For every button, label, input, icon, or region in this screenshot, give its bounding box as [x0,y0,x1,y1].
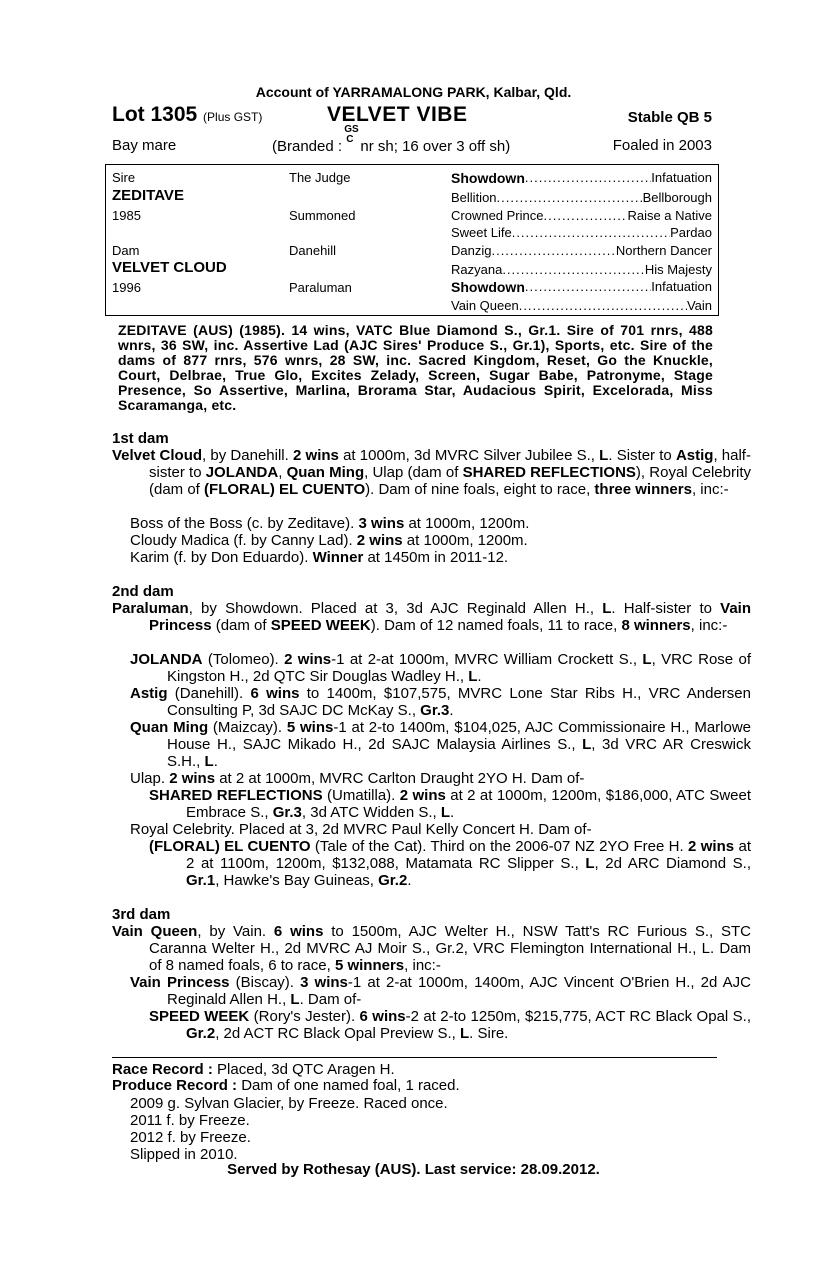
horse: Astig [675,447,714,464]
text: . Sister to [608,447,676,464]
wins: 6 wins [250,685,300,702]
grade: L [585,855,595,872]
text: . [477,668,482,685]
grade: L [204,753,214,770]
grade: L [582,736,592,753]
horse: Quan Ming [286,464,365,481]
text: , by Danehill. [202,447,293,464]
race-record-label: Race Record : [112,1061,213,1078]
text: , inc:- [404,957,441,974]
grade: Gr.2 [378,872,408,889]
progeny-shared-reflections [149,787,751,821]
text: (Umatilla). [322,787,400,804]
text: (dam of [211,617,271,634]
grade: Gr.3 [272,804,302,821]
plus-gst: (Plus GST) [203,110,263,124]
text: ). Dam of nine foals, eight to race, [365,481,595,498]
wins: 3 wins [300,974,348,991]
ped-row [451,279,712,295]
text: to 1500m, AJC Welter H., NSW Tatt's RC Furious S., STC Caranna Welter H., 2d MVRC AJ Moir S., Gr.2, VRC Flemington International H., L. Dam of 8 named foals, 6 to race, [149,923,752,974]
text: (Danehill). [167,685,251,702]
dot-leader [491,243,615,258]
sire-year: 1985 [112,208,141,223]
ped-left: Danzig [451,243,492,258]
text: ). Dam of 12 named foals, 11 to race, [370,617,622,634]
text: . Dam of- [299,991,362,1008]
text: -1 at 2-at 1000m, 1400m, AJC Vincent O'Brien H., 2d AJC Reginald Allen H., [167,974,751,1008]
ped-left: Sweet Life [451,225,512,240]
grade: Gr.3 [420,702,450,719]
dot-leader [519,298,687,313]
wins: 2 wins [293,447,339,464]
foal-line [130,515,529,532]
produce-item: 2012 f. by Freeze. [130,1129,251,1146]
text: , Hawke's Bay Guineas, [215,872,379,889]
dam-name: VELVET CLOUD [112,259,227,276]
produce-record [112,1077,460,1094]
ped-left: Crowned Prince [451,208,544,223]
progeny-quan-ming [130,719,751,770]
third-dam-heading: 3rd dam [112,906,171,923]
dot-leader [525,279,651,295]
divider [112,1057,717,1058]
text: , [278,464,287,481]
text: , VRC Rose of Kingston H., 2d QTC Sir Douglas Wadley H., [167,651,751,685]
text: . [450,804,455,821]
horse: SPEED WEEK [149,1008,250,1025]
text: at 1000m, 3d MVRC Silver Jubilee S., [338,447,600,464]
dot-leader [512,225,670,240]
text: , 3d VRC AR Creswick S.H., [167,736,751,770]
text: , by Vain. [197,923,274,940]
wins: Winner [312,549,364,566]
dot-leader [502,262,645,277]
brand-prefix: (Branded : [272,138,343,155]
text: -2 at 2-to 1250m, $215,775, ACT RC Black Opal S., [405,1008,751,1025]
dot-leader [544,208,628,223]
produce-record-label: Produce Record : [112,1077,238,1094]
grade: Gr.2 [186,1025,216,1042]
ped-row [451,298,712,313]
text: . Sire. [469,1025,509,1042]
ped-row [451,208,712,223]
brand-mark [344,124,359,151]
winners: 8 winners [621,617,691,634]
ped-right: Vain [686,298,712,313]
winners: 5 winners [334,957,405,974]
text: at 1000m, 1200m. [402,532,528,549]
text: Cloudy Madica (f. by Canny Lad). [130,532,357,549]
text: at 2 at 1000m, 1200m, $186,000, ATC Sweet Embrace S., [186,787,752,821]
text: . Half-sister to [611,600,721,617]
text: at 1450m in 2011-12. [363,549,509,566]
second-dam-paragraph [112,600,751,634]
ped-left: Vain Queen [451,298,519,313]
horse: JOLANDA [130,651,203,668]
wins: 2 wins [284,651,332,668]
progeny-jolanda [130,651,751,685]
ped-left: Showdown [451,170,525,186]
sire-dam: Summoned [289,208,356,223]
lot-number [112,103,262,127]
dam-name: Vain Queen [112,923,198,940]
ped-right: Infatuation [651,170,712,185]
grade: L [468,668,478,685]
text: Ulap. [130,770,170,787]
horse: SPEED WEEK [270,617,371,634]
progeny-royal-celebrity: Royal Celebrity. Placed at 3, 2d MVRC Paul Kelly Concert H. Dam of- [130,821,592,838]
text: -1 at 2-to 1400m, $104,025, AJC Commissionaire H., Marlowe House H., SAJC Mikado H., 2d SAJC Malaysia Airlines S., [167,719,752,753]
brand-top: GS [344,124,359,135]
text: , inc:- [690,617,728,634]
first-dam-heading: 1st dam [112,430,169,447]
stable-code: Stable QB 5 [627,109,712,126]
text: , 2d ACT RC Black Opal Preview S., [215,1025,460,1042]
horse: JOLANDA [205,464,279,481]
grade: Gr.1 [186,872,216,889]
ped-left: Razyana [451,262,503,277]
text: , by Showdown. Placed at 3, 3d AJC Reginald Allen H., [188,600,603,617]
ped-right: Pardao [670,225,712,240]
dam-sire: Danehill [289,243,336,258]
grade: L [460,1025,470,1042]
text: to 1400m, $107,575, MVRC Lone Star Ribs H., VRC Andersen Consulting P, 3d SAJC DC McKay S., [167,685,751,719]
text: , Ulap (dam of [364,464,463,481]
grade: L [290,991,300,1008]
dam-name: Paraluman [112,600,189,617]
brand-info [272,124,511,155]
grade: L [599,447,609,464]
horse: (FLORAL) EL CUENTO [204,481,366,498]
foaled-year: Foaled in 2003 [612,137,712,154]
wins: 2 wins [399,787,446,804]
grade: L [440,804,451,821]
text: , inc:- [691,481,729,498]
first-dam-paragraph [112,447,751,498]
race-record [112,1061,395,1078]
brand-suffix: nr sh; 16 over 3 off sh) [360,138,511,155]
produce-item: Slipped in 2010. [130,1146,238,1163]
sire-summary: ZEDITAVE (AUS) (1985). 14 wins, VATC Blue Diamond S., Gr.1. Sire of 701 rnrs, 488 wnrs, 36 SW, inc. Assertive Lad (AJC Sires' Produce S., Gr.1), Sports, etc. Sire of the dams of 877 rnrs, 576 wnrs, 28 SW, inc. Sacred Kingdom, Reset, Go the Knuckle, Court, Delbrae, True Glo, Excites Zelady, Screen, Sugar Babe, Patronyme, Stage Presence, So Assertive, Marlina, Brorama Star, Audacious Spirit, Excelorada, Miss Scaramanga, etc. [118,322,713,413]
text: -1 at 2-at 1000m, MVRC William Crockett S., [331,651,643,668]
progeny-ulap [130,770,584,787]
sire-name: ZEDITAVE [112,187,184,204]
ped-right: Northern Dancer [615,243,712,258]
wins: 5 wins [286,719,334,736]
wins: 2 wins [688,838,735,855]
dam-label: Dam [112,243,140,258]
horse: Quan Ming [130,719,209,736]
sire-label: Sire [112,170,136,185]
dot-leader [497,190,643,205]
text: (Tolomeo). [202,651,285,668]
dam-dam: Paraluman [289,280,352,295]
ped-right: Bellborough [642,190,712,205]
ped-row [451,243,712,258]
ped-row [451,190,712,205]
grade: L [602,600,612,617]
sire-sire: The Judge [289,170,351,185]
dot-leader [525,170,651,186]
horse: Astig [130,685,168,702]
produce-item: 2009 g. Sylvan Glacier, by Freeze. Raced once. [130,1095,448,1112]
text: (Tale of the Cat). Third on the 2006-07 NZ 2YO Free H. [310,838,689,855]
horse: (FLORAL) EL CUENTO [149,838,311,855]
text: at 2 at 1100m, 1200m, $132,088, Matamata RC Slipper S., [186,838,751,872]
ped-row [451,170,712,186]
ped-right: Infatuation [651,279,712,294]
produce-record-text: Dam of one named foal, 1 raced. [237,1077,460,1094]
produce-item: 2011 f. by Freeze. [130,1112,250,1129]
ped-right: Raise a Native [627,208,712,223]
text: (Biscay). [229,974,301,991]
ped-left: Showdown [451,279,525,295]
ped-left: Bellition [451,190,497,205]
dam-name: Velvet Cloud [112,447,203,464]
grade: L [642,651,652,668]
text: ), Royal Celebrity (dam of [149,464,751,498]
third-dam-paragraph [112,923,751,974]
second-dam-heading: 2nd dam [112,583,174,600]
horse: Vain Princess [130,974,230,991]
foal-line [130,532,528,549]
wins: 3 wins [358,515,405,532]
lot-label: Lot 1305 [112,103,198,126]
text: Boss of the Boss (c. by Zeditave). [130,515,359,532]
ped-row [451,262,712,277]
ped-row [451,225,712,240]
text: . [407,872,412,889]
wins: 2 wins [169,770,216,787]
wins: 6 wins [359,1008,406,1025]
ped-right: His Majesty [644,262,712,277]
text: , half-sister to [149,447,751,481]
sex-colour: Bay mare [112,137,177,154]
progeny-speed-week [149,1008,751,1042]
account-line: Account of YARRAMALONG PARK, Kalbar, Qld. [255,84,572,100]
text: (Maizcay). [208,719,287,736]
text: , 2d ARC Diamond S., [594,855,752,872]
horse: SHARED REFLECTIONS [462,464,636,481]
dam-year: 1996 [112,280,141,295]
horse: SHARED REFLECTIONS [149,787,323,804]
served-by: Served by Rothesay (AUS). Last service: 28.09.2012. [227,1161,600,1178]
text: at 1000m, 1200m. [404,515,530,532]
text: . [449,702,454,719]
brand-bottom: C [346,134,354,145]
horse: Vain Princess [149,600,751,634]
race-record-text: Placed, 3d QTC Aragen H. [212,1061,395,1078]
horse-name: VELVET VIBE [327,103,468,126]
wins: 2 wins [356,532,403,549]
progeny-vain-princess [130,974,751,1008]
text: . [213,753,218,770]
text: (Rory's Jester). [249,1008,360,1025]
text: at 2 at 1000m, MVRC Carlton Draught 2YO H. Dam of- [215,770,585,787]
wins: 6 wins [273,923,324,940]
progeny-floral-el-cuento [149,838,751,889]
foal-line [130,549,508,566]
progeny-astig [130,685,751,719]
text: , 3d ATC Widden S., [301,804,441,821]
winners: three winners [594,481,692,498]
text: Karim (f. by Don Eduardo). [130,549,313,566]
